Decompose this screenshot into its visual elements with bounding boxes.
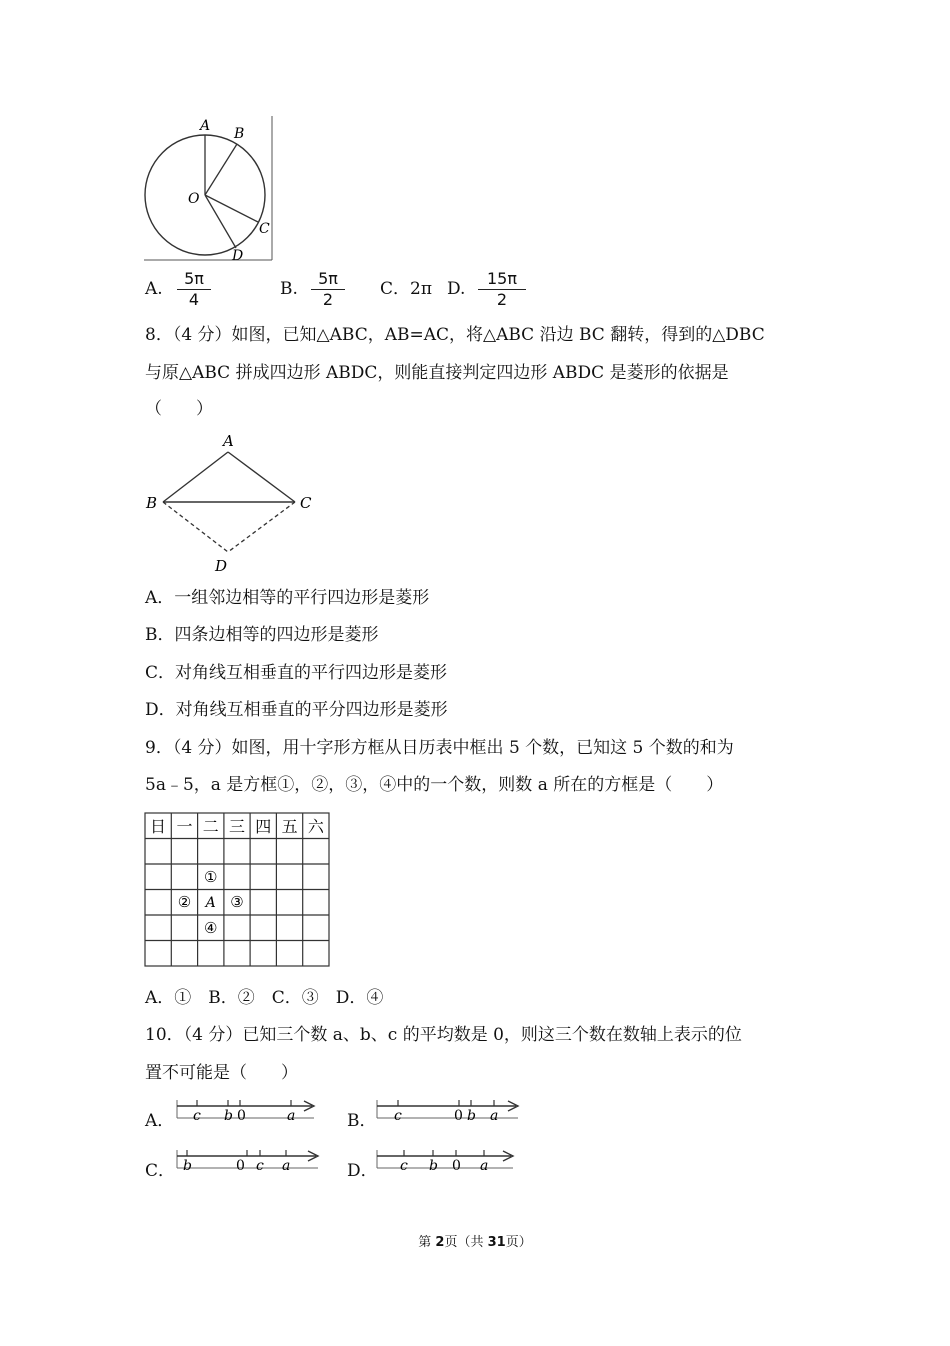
calendar-header-sat: 六 <box>307 817 324 836</box>
axis-d-b-label: b <box>429 1158 438 1174</box>
q10-line-1: 10．（4 分）已知三个数 a、b、c 的平均数是 0，则这三个数在数轴上表示的位 <box>145 1025 742 1045</box>
footer-page-number: 2 <box>435 1235 445 1250</box>
q7-option-d-letter: D. <box>447 279 466 299</box>
q7-circle-figure <box>140 114 280 264</box>
q9-line-2: 5a﹣5，a 是方框①，②，③，④中的一个数，则数 a 所在的方框是（ ） <box>145 775 724 795</box>
footer-suffix: 页） <box>505 1235 532 1250</box>
calendar-mark-2: ② <box>177 893 192 911</box>
calendar-header-sun: 日 <box>149 817 167 836</box>
calendar-mark-1: ① <box>203 868 218 886</box>
axis-d-zero-label: 0 <box>452 1158 461 1174</box>
q7-label-a: A <box>200 118 211 134</box>
axis-c-c-label: c <box>256 1158 264 1174</box>
axis-d-c-label: c <box>400 1158 408 1174</box>
q9-options: A．① B．② C．③ D．④ <box>145 988 384 1008</box>
q9-line-1: 9．（4 分）如图，用十字形方框从日历表中框出 5 个数，已知这 5 个数的和为 <box>145 738 734 758</box>
axis-b-a-label: a <box>490 1108 499 1124</box>
page-footer <box>0 1231 950 1250</box>
q8-option-b: B．四条边相等的四边形是菱形 <box>145 625 379 645</box>
footer-prefix: 第 <box>418 1235 436 1250</box>
calendar-header-wed: 三 <box>228 817 246 836</box>
q7-d-denominator: 2 <box>496 290 508 309</box>
calendar-mark-center: A <box>205 895 216 911</box>
footer-mid: 页（共 <box>444 1235 488 1250</box>
q7-b-denominator: 2 <box>322 290 334 309</box>
calendar-header-mon: 一 <box>176 817 193 836</box>
q7-b-numerator: 5π <box>318 269 338 288</box>
q7-d-numerator: 15π <box>487 269 517 288</box>
q7-label-o: O <box>188 191 200 207</box>
q8-option-d: D．对角线互相垂直的平分四边形是菱形 <box>145 700 448 720</box>
q10-number-line-c <box>176 1146 324 1176</box>
axis-b-c-label: c <box>394 1108 402 1124</box>
q8-line-3: （ ） <box>145 399 213 419</box>
axis-c-zero-label: 0 <box>236 1158 245 1174</box>
q7-a-denominator: 4 <box>188 290 200 309</box>
q10-number-line-b <box>376 1096 524 1126</box>
q8-line-1: 8．（4 分）如图，已知△ABC，AB=AC，将△ABC 沿边 BC 翻转，得到的△DBC <box>145 325 765 345</box>
q7-option-b-letter: B. <box>280 279 298 299</box>
q10-number-line-a <box>176 1096 321 1126</box>
q7-option-c: C．2π <box>380 279 432 299</box>
q10-line-2: 置不可能是（ ） <box>145 1063 298 1083</box>
calendar-header-tue: 二 <box>202 817 219 836</box>
q7-option-a-letter: A. <box>145 279 163 299</box>
q8-label-a: A <box>223 432 234 450</box>
axis-c-b-label: b <box>183 1158 192 1174</box>
axis-d-a-label: a <box>480 1158 489 1174</box>
q10-option-a-letter: A． <box>145 1111 175 1131</box>
calendar-mark-4: ④ <box>203 919 218 937</box>
axis-a-a-label: a <box>287 1108 296 1124</box>
q7-option-b-fraction <box>311 270 345 309</box>
axis-a-c-label: c <box>193 1108 201 1124</box>
q9-calendar-grid <box>144 812 332 969</box>
q8-option-c: C．对角线互相垂直的平行四边形是菱形 <box>145 663 448 683</box>
q10-option-b-letter: B． <box>347 1111 377 1131</box>
q8-label-c: C <box>300 494 312 512</box>
axis-a-b-label: b <box>224 1108 233 1124</box>
axis-b-b-label: b <box>467 1108 476 1124</box>
q10-number-line-d <box>376 1146 518 1176</box>
calendar-header-fri: 五 <box>281 817 298 836</box>
axis-b-zero-label: 0 <box>454 1108 463 1124</box>
axis-a-zero-label: 0 <box>237 1108 246 1124</box>
q7-option-d-fraction <box>478 270 526 309</box>
axis-c-a-label: a <box>282 1158 291 1174</box>
q7-label-c: C <box>259 221 270 237</box>
q7-a-numerator: 5π <box>184 269 204 288</box>
q8-line-2: 与原△ABC 拼成四边形 ABDC，则能直接判定四边形 ABDC 是菱形的依据是 <box>145 363 729 383</box>
q7-label-b: B <box>234 126 245 142</box>
q10-option-d-letter: D． <box>347 1161 378 1181</box>
footer-total-pages: 31 <box>487 1235 506 1250</box>
q8-label-d: D <box>215 557 228 575</box>
calendar-header-thu: 四 <box>255 817 272 836</box>
q7-option-a-fraction <box>177 270 211 309</box>
q8-option-a: A．一组邻边相等的平行四边形是菱形 <box>145 588 430 608</box>
q10-option-c-letter: C． <box>145 1161 176 1181</box>
q8-rhombus-figure <box>140 428 330 578</box>
q7-label-d: D <box>232 248 244 264</box>
q8-label-b: B <box>146 494 158 512</box>
calendar-mark-3: ③ <box>230 893 244 911</box>
